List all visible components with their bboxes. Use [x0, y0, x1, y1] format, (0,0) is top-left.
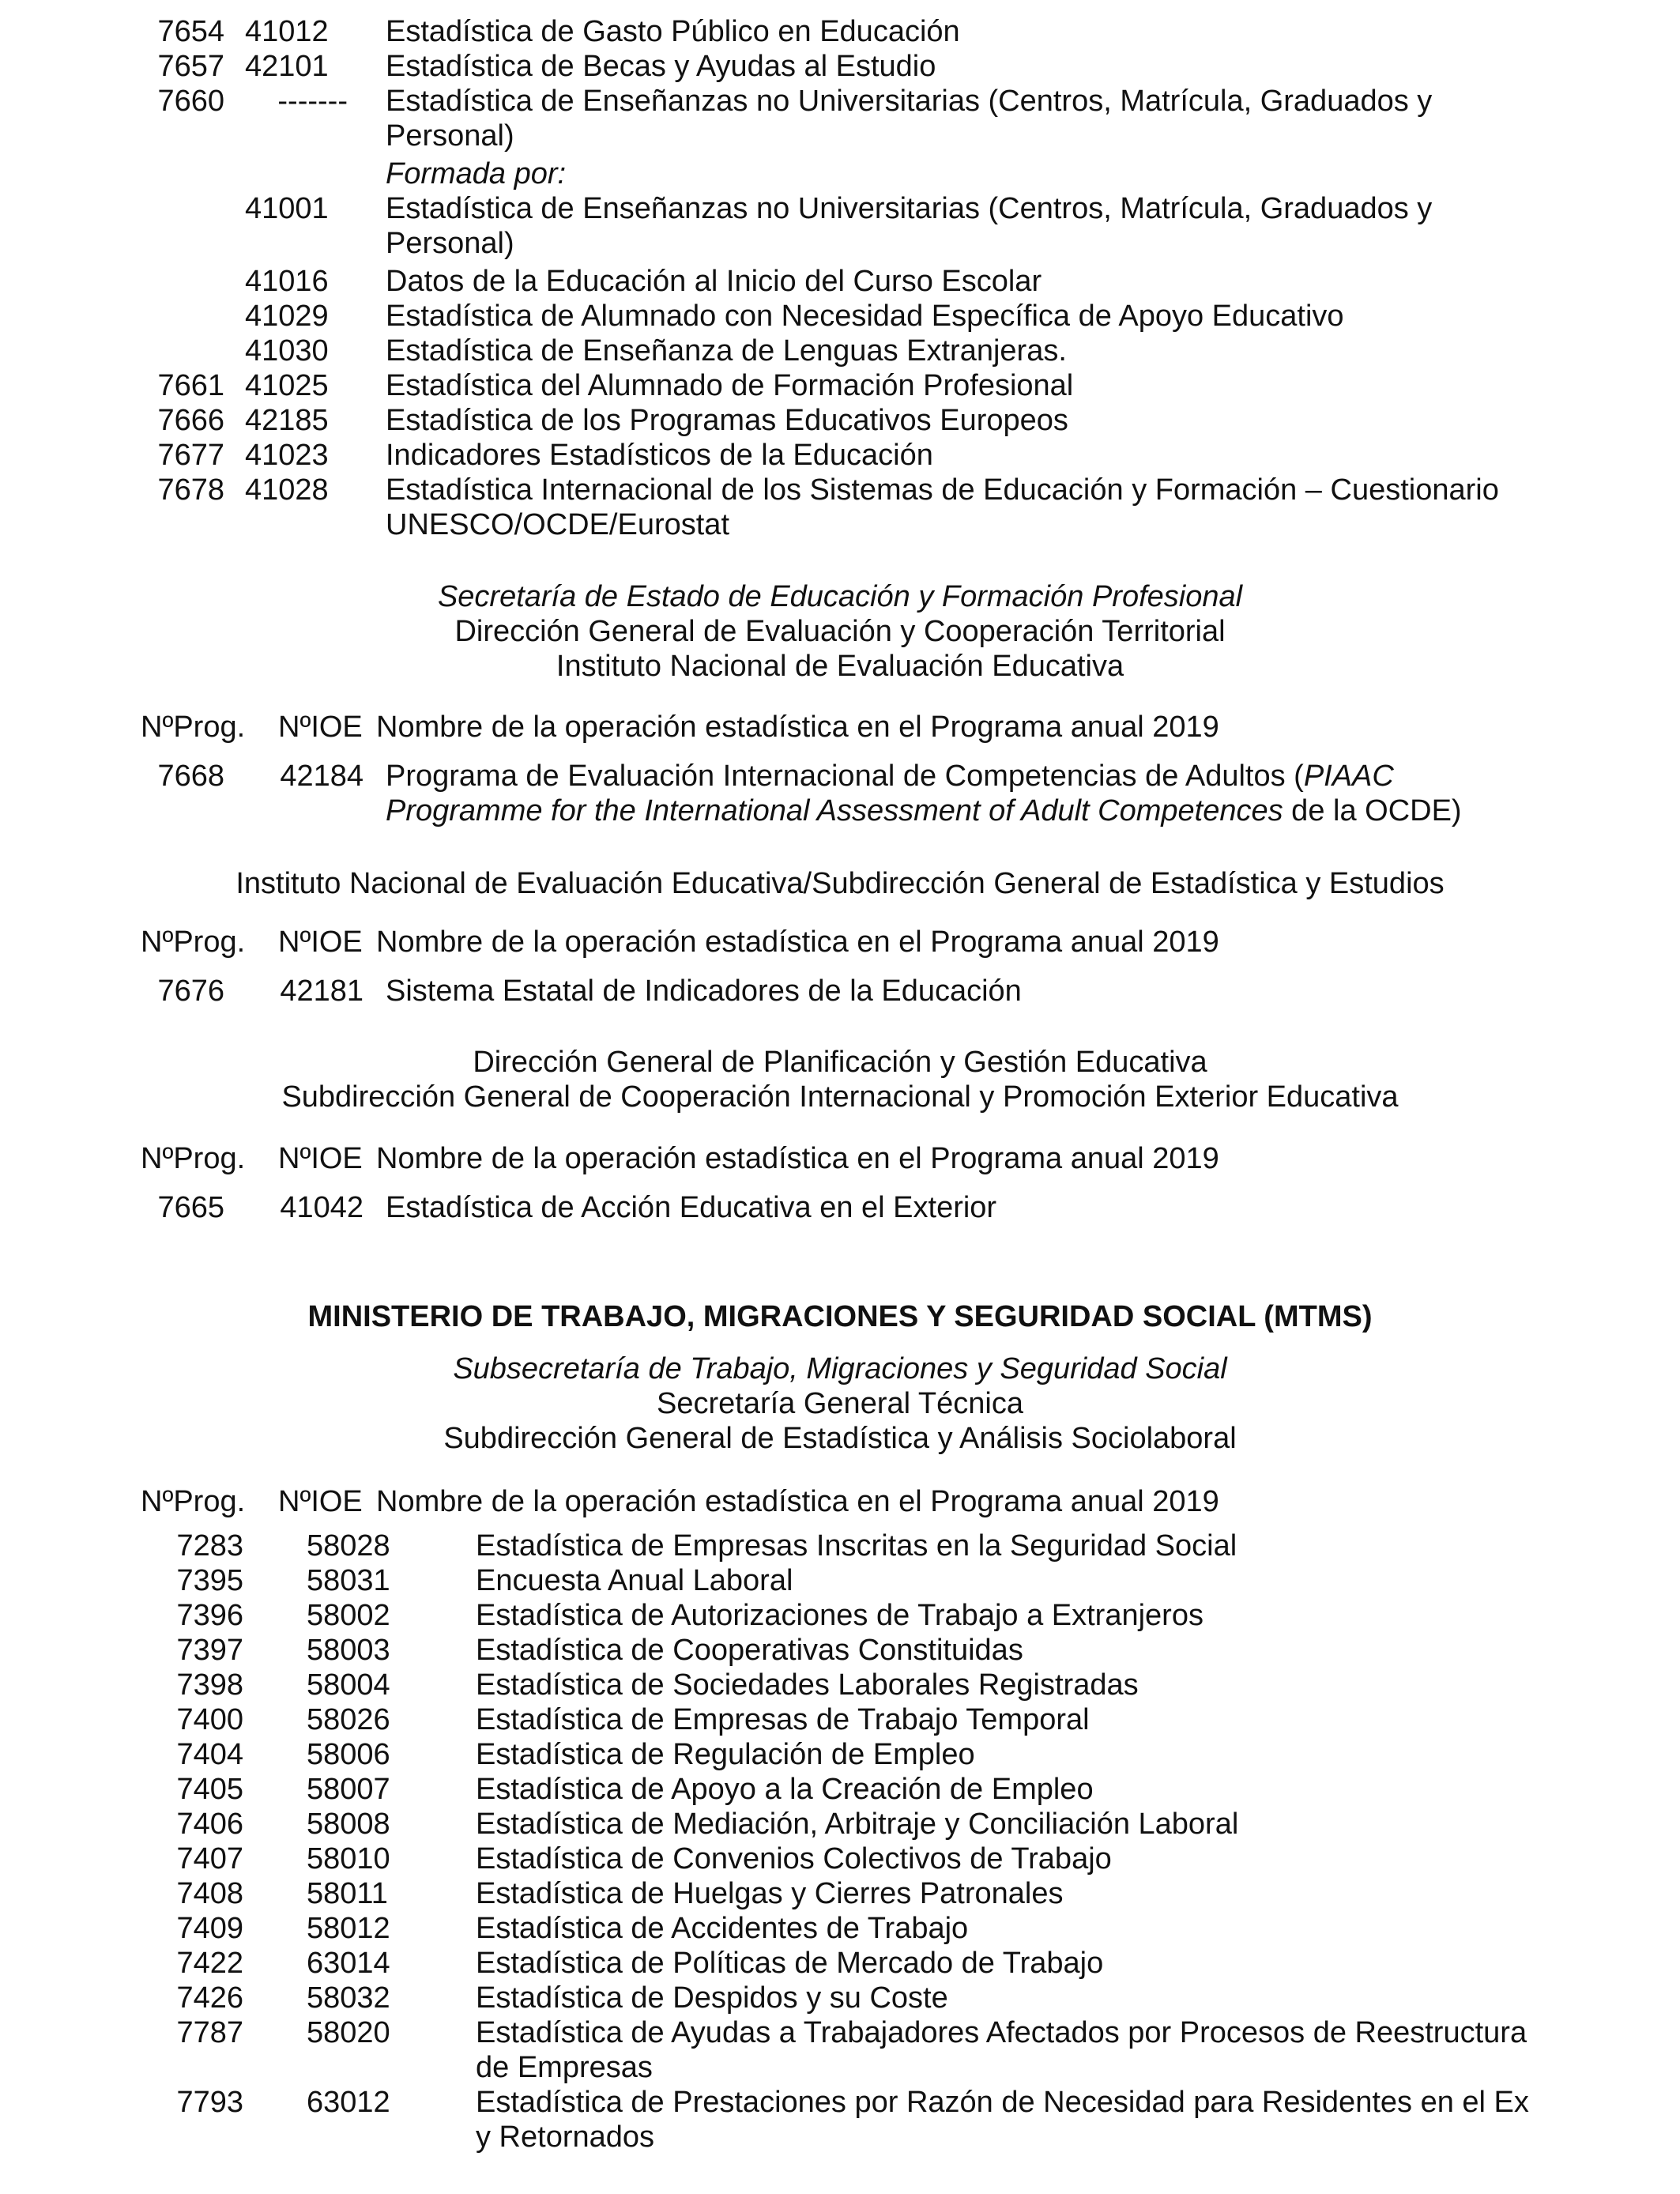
prog-number: 7395: [176, 1564, 243, 1597]
section-heading-italic: Subsecretaría de Trabajo, Migraciones y Seguridad Social: [453, 1352, 1227, 1385]
operation-name: Estadística de los Programas Educativos Europeos: [386, 404, 1068, 437]
formada-por-label: Formada por:: [386, 157, 567, 190]
prog-number: 7666: [157, 404, 224, 437]
operation-name: [386, 759, 1394, 794]
prog-number: 7678: [157, 473, 224, 507]
operation-name: Estadística de Acción Educativa en el Exterior: [386, 1191, 997, 1224]
column-header-name: Nombre de la operación estadística en el Programa anual 2019: [376, 1142, 1219, 1175]
prog-number: 7408: [176, 1877, 243, 1910]
ioe-number: 41025: [245, 369, 329, 402]
section-heading: Dirección General de Evaluación y Cooperación Territorial: [454, 615, 1226, 648]
prog-number: 7400: [176, 1703, 243, 1736]
ioe-number: 41042: [280, 1191, 363, 1224]
ioe-number: 58007: [307, 1773, 390, 1806]
operation-name: Estadística de Prestaciones por Razón de Necesidad para Residentes en el Ex: [476, 2086, 1529, 2119]
ioe-number: 58008: [307, 1808, 390, 1841]
operation-name: Estadística de Enseñanzas no Universitarias (Centros, Matrícula, Graduados y: [386, 85, 1433, 118]
prog-number: 7397: [176, 1634, 243, 1667]
operation-name: Datos de la Educación al Inicio del Curso Escolar: [386, 265, 1042, 298]
operation-name: Estadística de Autorizaciones de Trabajo a Extranjeros: [476, 1599, 1203, 1632]
ioe-number: 58031: [307, 1564, 390, 1597]
column-header-name: Nombre de la operación estadística en el Programa anual 2019: [376, 925, 1219, 959]
prog-number: 7406: [176, 1808, 243, 1841]
operation-name-part: Programa de Evaluación Internacional de Competencias de Adultos (: [386, 760, 1304, 793]
operation-name: Estadística de Regulación de Empleo: [476, 1738, 975, 1771]
prog-number: 7660: [157, 85, 224, 118]
prog-number: 7793: [176, 2086, 243, 2119]
column-header-prog: NºProg.: [141, 925, 246, 959]
ioe-number: 63014: [307, 1947, 390, 1980]
prog-number: 7668: [157, 760, 224, 793]
operation-name: Indicadores Estadísticos de la Educación: [386, 439, 933, 472]
operation-name-part: de la OCDE): [1283, 794, 1462, 827]
ioe-number: 58010: [307, 1842, 390, 1875]
operation-name: Sistema Estatal de Indicadores de la Educación: [386, 974, 1022, 1008]
operation-name: Estadística de Enseñanzas no Universitarias (Centros, Matrícula, Graduados y: [386, 192, 1433, 225]
operation-name: Estadística de Enseñanza de Lenguas Extranjeras.: [386, 334, 1067, 368]
operation-name: Encuesta Anual Laboral: [476, 1564, 793, 1597]
ioe-number: 41023: [245, 439, 329, 472]
operation-name: Estadística de Apoyo a la Creación de Empleo: [476, 1773, 1094, 1806]
column-header-prog: NºProg.: [141, 711, 246, 744]
ioe-number: 41016: [245, 265, 329, 298]
ioe-number: 42185: [245, 404, 329, 437]
operation-name: [386, 794, 1462, 828]
prog-number: 7409: [176, 1912, 243, 1945]
operation-name: UNESCO/OCDE/Eurostat: [386, 508, 729, 541]
column-header-name: Nombre de la operación estadística en el Programa anual 2019: [376, 1485, 1219, 1518]
column-header-ioe: NºIOE: [278, 1142, 363, 1175]
section-heading: Dirección General de Planificación y Gestión Educativa: [473, 1046, 1207, 1079]
operation-name: Estadística de Becas y Ayudas al Estudio: [386, 50, 936, 83]
ioe-number: 41030: [245, 334, 329, 368]
column-header-prog: NºProg.: [141, 1485, 246, 1518]
operation-name: Estadística de Ayudas a Trabajadores Afectados por Procesos de Reestructura: [476, 2016, 1527, 2049]
prog-number: 7657: [157, 50, 224, 83]
ioe-number: 41001: [245, 192, 329, 225]
operation-name: Estadística de Despidos y su Coste: [476, 1981, 948, 2015]
operation-name: Estadística de Políticas de Mercado de Trabajo: [476, 1947, 1104, 1980]
prog-number: 7398: [176, 1668, 243, 1702]
operation-name: Estadística de Cooperativas Constituidas: [476, 1634, 1023, 1667]
operation-name: Personal): [386, 227, 514, 260]
operation-name: Estadística del Alumnado de Formación Profesional: [386, 369, 1074, 402]
operation-name: Estadística de Empresas Inscritas en la Seguridad Social: [476, 1529, 1237, 1563]
ioe-number: 41012: [245, 15, 329, 48]
ioe-number: 42181: [280, 974, 363, 1008]
prog-number: 7665: [157, 1191, 224, 1224]
prog-number: 7426: [176, 1981, 243, 2015]
prog-number: 7404: [176, 1738, 243, 1771]
prog-number: 7661: [157, 369, 224, 402]
prog-number: 7283: [176, 1529, 243, 1563]
ioe-number: 58011: [307, 1877, 388, 1910]
operation-name: Personal): [386, 119, 514, 153]
column-header-prog: NºProg.: [141, 1142, 246, 1175]
operation-name-english: Programme for the International Assessment of Adult Competences: [386, 794, 1283, 827]
section-heading: Instituto Nacional de Evaluación Educativa: [556, 650, 1124, 683]
ioe-number: 41029: [245, 300, 329, 333]
column-header-ioe: NºIOE: [278, 925, 363, 959]
ioe-number: 58003: [307, 1634, 390, 1667]
prog-number: 7787: [176, 2016, 243, 2049]
ioe-number: 58004: [307, 1668, 390, 1702]
prog-number: 7422: [176, 1947, 243, 1980]
operation-name: y Retornados: [476, 2120, 655, 2154]
prog-number: 7676: [157, 974, 224, 1008]
column-header-ioe: NºIOE: [278, 711, 363, 744]
ioe-number: 63012: [307, 2086, 390, 2119]
ioe-number: 41028: [245, 473, 329, 507]
ioe-number: 58020: [307, 2016, 390, 2049]
ioe-number: -------: [277, 85, 348, 118]
ioe-number: 58032: [307, 1981, 390, 2015]
section-heading: Subdirección General de Estadística y Análisis Sociolaboral: [443, 1422, 1237, 1455]
prog-number: 7396: [176, 1599, 243, 1632]
ioe-number: 58026: [307, 1703, 390, 1736]
column-header-ioe: NºIOE: [278, 1485, 363, 1518]
section-heading: Instituto Nacional de Evaluación Educativa/Subdirección General de Estadística y Estudios: [235, 867, 1445, 900]
operation-name: Estadística de Accidentes de Trabajo: [476, 1912, 969, 1945]
section-heading-italic: Secretaría de Estado de Educación y Formación Profesional: [437, 580, 1243, 613]
operation-name: de Empresas: [476, 2051, 653, 2084]
operation-name: Estadística de Convenios Colectivos de Trabajo: [476, 1842, 1112, 1875]
operation-name: Estadística de Alumnado con Necesidad Específica de Apoyo Educativo: [386, 300, 1344, 333]
prog-number: 7405: [176, 1773, 243, 1806]
ministry-title: MINISTERIO DE TRABAJO, MIGRACIONES Y SEGURIDAD SOCIAL (MTMS): [307, 1300, 1373, 1333]
column-header-name: Nombre de la operación estadística en el Programa anual 2019: [376, 711, 1219, 744]
operation-name: Estadística Internacional de los Sistemas de Educación y Formación – Cuestionario: [386, 473, 1499, 507]
operation-name: Estadística de Gasto Público en Educación: [386, 15, 960, 48]
prog-number: 7677: [157, 439, 224, 472]
operation-name-acronym: PIAAC: [1303, 760, 1394, 793]
ioe-number: 42101: [245, 50, 329, 83]
section-heading: Secretaría General Técnica: [657, 1387, 1023, 1420]
ioe-number: 58006: [307, 1738, 390, 1771]
prog-number: 7654: [157, 15, 224, 48]
operation-name: Estadística de Empresas de Trabajo Temporal: [476, 1703, 1090, 1736]
section-heading: Subdirección General de Cooperación Internacional y Promoción Exterior Educativa: [281, 1080, 1399, 1114]
ioe-number: 58012: [307, 1912, 390, 1945]
operation-name: Estadística de Mediación, Arbitraje y Conciliación Laboral: [476, 1808, 1239, 1841]
ioe-number: 58002: [307, 1599, 390, 1632]
prog-number: 7407: [176, 1842, 243, 1875]
ioe-number: 58028: [307, 1529, 390, 1563]
ioe-number: 42184: [280, 760, 363, 793]
operation-name: Estadística de Huelgas y Cierres Patronales: [476, 1877, 1064, 1910]
operation-name: Estadística de Sociedades Laborales Registradas: [476, 1668, 1139, 1702]
